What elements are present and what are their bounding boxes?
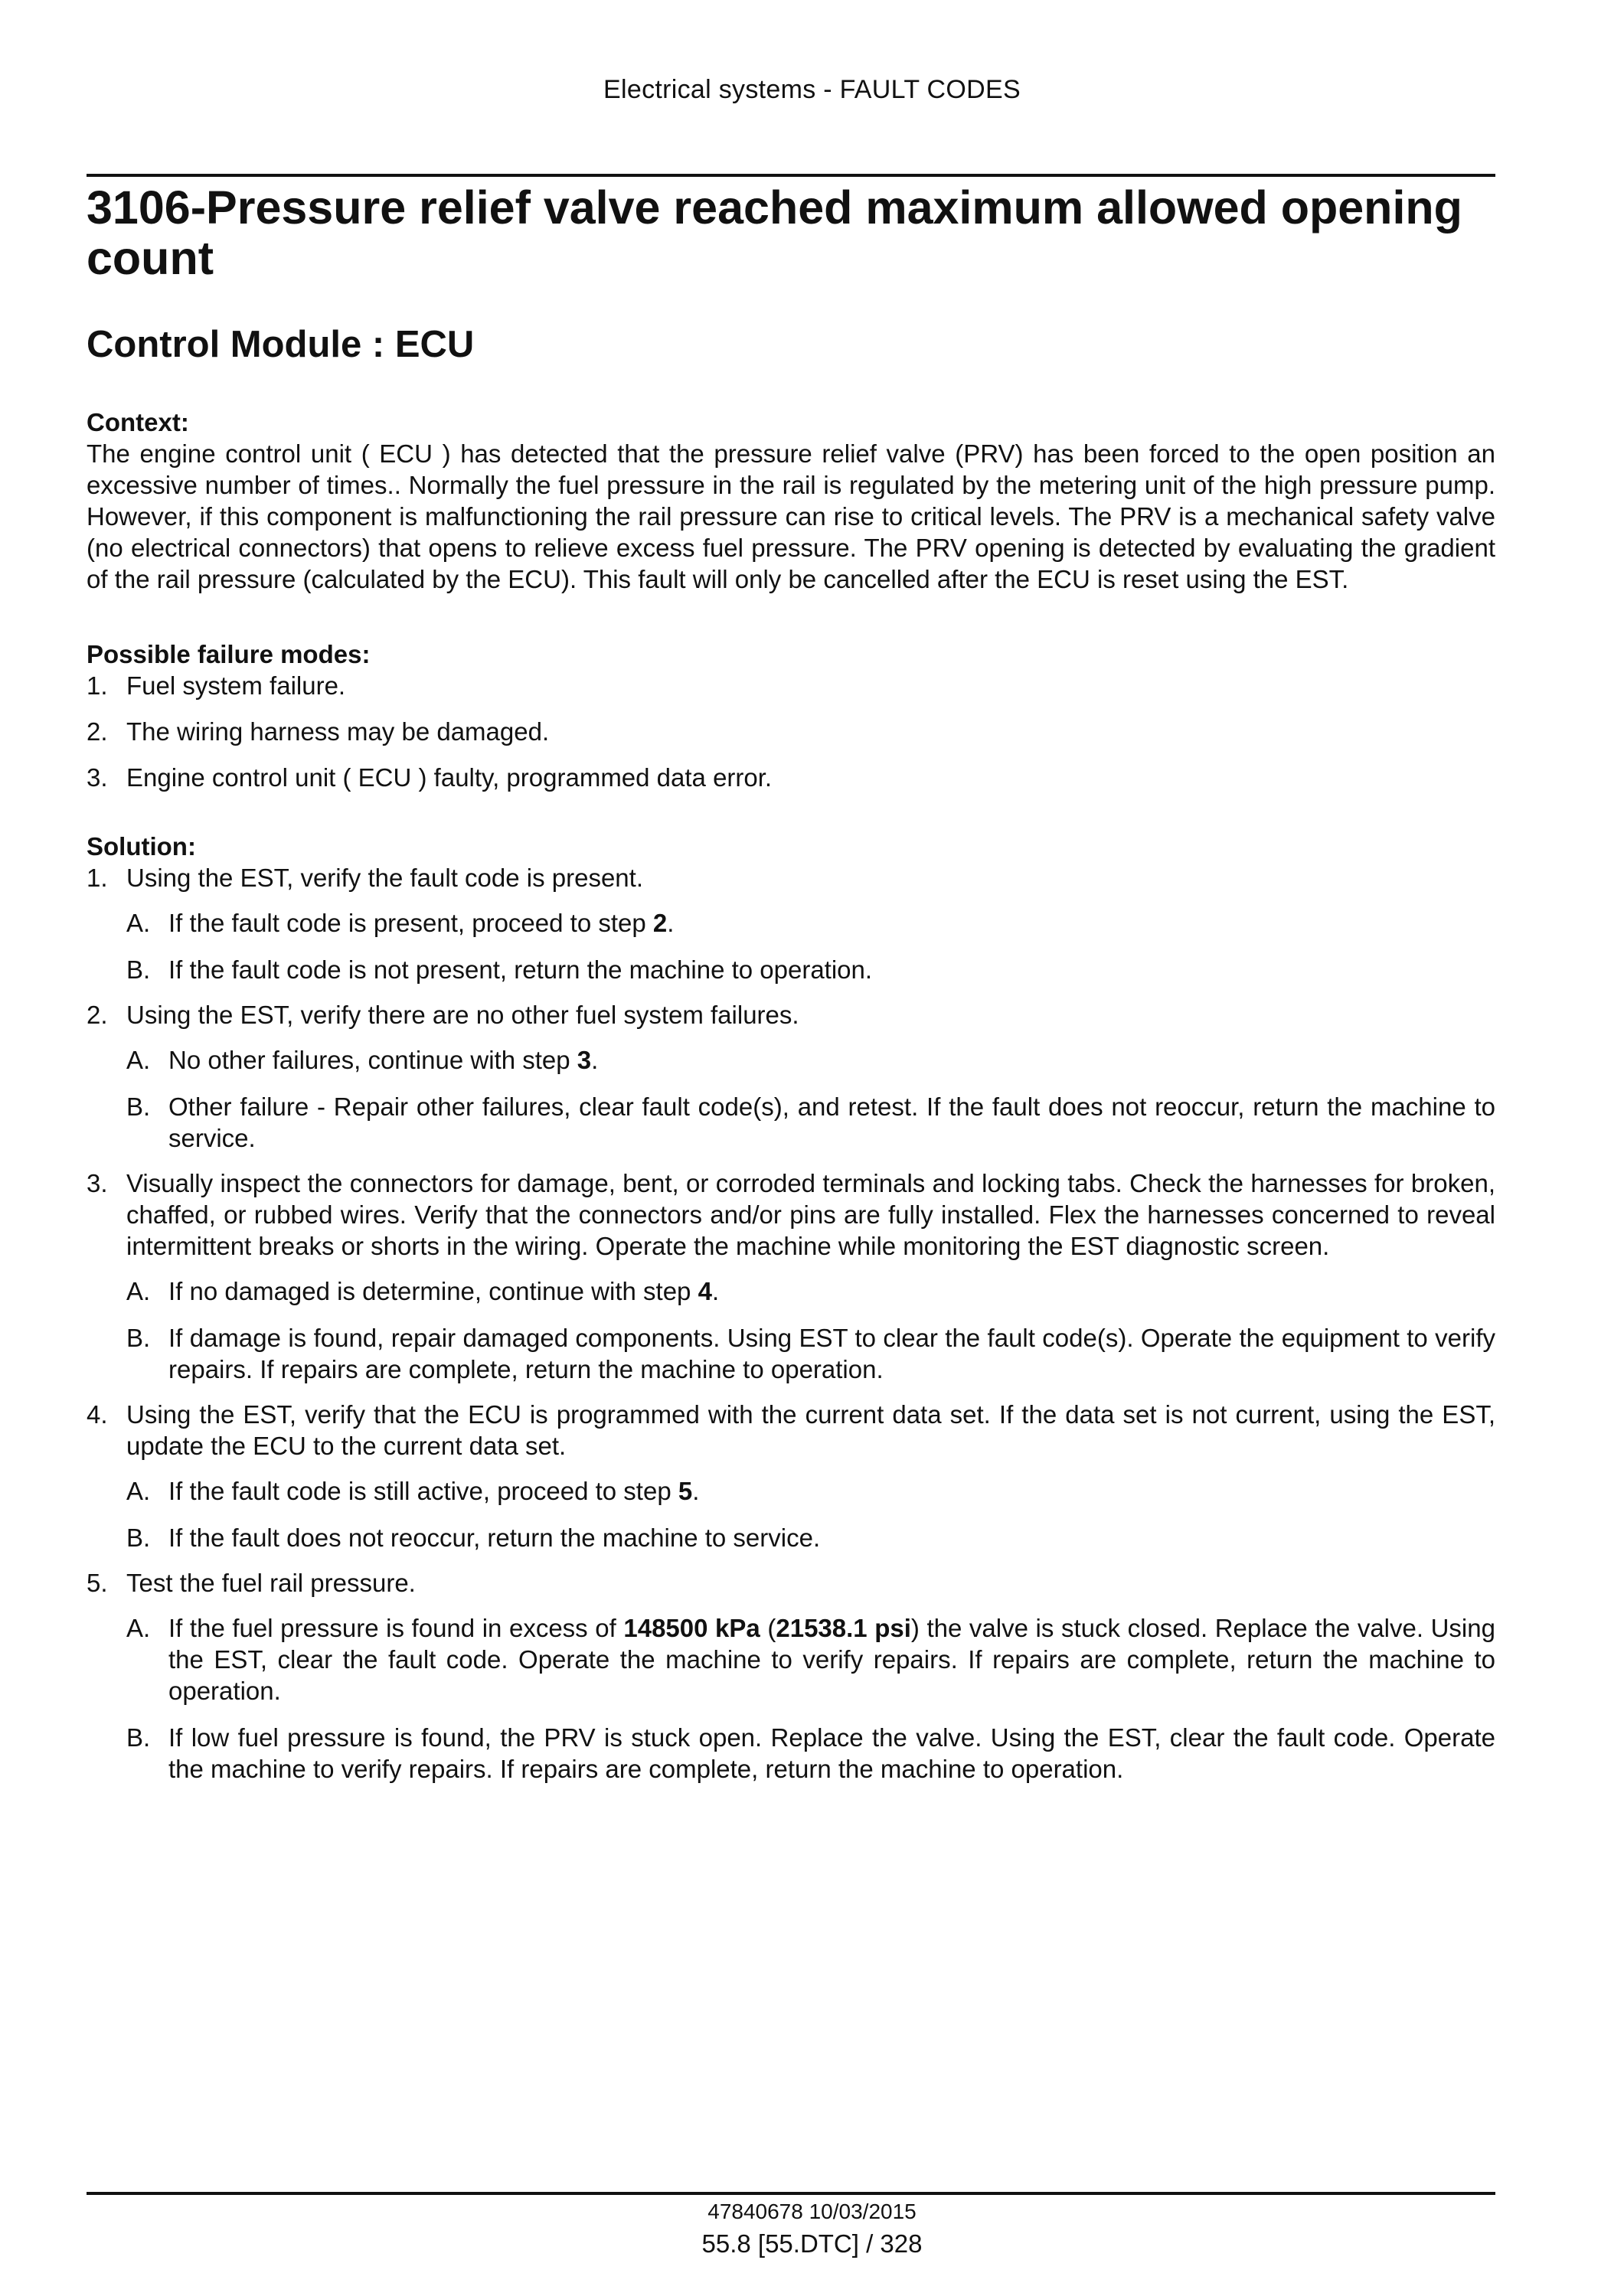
sub-step-letter: B. — [126, 1092, 151, 1121]
pressure-kpa-value: 148500 kPa — [623, 1614, 760, 1642]
sub-step-letter: A. — [126, 909, 151, 937]
sub-step-letter: B. — [126, 955, 151, 984]
failure-modes-label: Possible failure modes: — [87, 640, 371, 668]
step-reference: 4 — [698, 1277, 712, 1305]
list-item-text: The wiring harness may be damaged. — [126, 717, 550, 746]
sub-step-letter: B. — [126, 1324, 151, 1352]
sub-steps — [126, 1044, 1495, 1154]
list-item-text: Engine control unit ( ECU ) faulty, programmed data error. — [126, 763, 773, 792]
sub-step-text: If the fuel pressure is found in excess of — [168, 1614, 624, 1642]
step-reference: 2 — [652, 909, 668, 937]
failure-modes-list — [87, 670, 1495, 793]
step-number: 4. — [87, 1400, 108, 1429]
sub-step-text: If damage is found, repair damaged components. Using EST to clear the fault code(s). Operate the equipment to verify repairs. If repairs are complete, return the machine to operation. — [168, 1324, 1495, 1383]
solution-step — [87, 1399, 1495, 1553]
sub-step-letter: B. — [126, 1723, 151, 1752]
sub-step — [126, 1475, 1495, 1507]
sub-step-text: If the fault code is present, proceed to step — [168, 909, 653, 937]
step-text: Visually inspect the connectors for damage, bent, or corroded terminals and locking tabs. Check the harnesses for broken, chaffed, or rubbed wires. Verify that the connectors and/or pins are fully installed. Flex the harnesses concerned to reveal intermittent breaks or shorts in the wiring. Operate the machine while monitoring the EST diagnostic screen. — [126, 1169, 1495, 1260]
step-number: 3. — [87, 1169, 108, 1197]
main-content — [87, 175, 1495, 1798]
sub-step-text: Other failure - Repair other failures, clear fault code(s), and retest. If the fault does not reoccur, return the machine to service. — [168, 1092, 1495, 1152]
step-number: 5. — [87, 1569, 108, 1597]
list-item — [87, 762, 1495, 793]
step-reference: 5 — [678, 1477, 693, 1505]
footer-rule — [87, 2192, 1495, 2195]
sub-step — [126, 1612, 1495, 1706]
sub-step-letter: A. — [126, 1277, 151, 1305]
sub-steps — [126, 907, 1495, 985]
pressure-psi-value: 21538.1 psi — [776, 1614, 911, 1642]
sub-step-text: If the fault code is not present, return the machine to operation. — [168, 955, 873, 984]
solution-label: Solution: — [87, 832, 196, 861]
sub-step-text-end: . — [711, 1277, 720, 1305]
sub-steps — [126, 1612, 1495, 1785]
context-text: The engine control unit ( ECU ) has detected that the pressure relief valve (PRV) has been forced to the open position an excessive number of times.. Normally the fuel pressure in the rail is regulated by the metering unit of the high pressure pump. However, if this component is malfunctioning the rail pressure can rise to critical levels. The PRV is a mechanical safety valve (no electrical connectors) that opens to relieve excess fuel pressure. The PRV opening is detected by evaluating the gradient of the rail pressure (calculated by the ECU). This fault will only be cancelled after the ECU is reset using the EST. — [87, 439, 1495, 593]
sub-step — [126, 1275, 1495, 1307]
step-number: 1. — [87, 864, 108, 892]
sub-steps — [126, 1475, 1495, 1553]
solution-step — [87, 862, 1495, 985]
sub-steps — [126, 1275, 1495, 1385]
sub-step-text-end: ) the valve is stuck closed. Replace the valve. Using the EST, clear the fault code. Operate the machine to verify repairs. If repairs are complete, return the machine to operation. — [168, 1614, 1495, 1705]
sub-step — [126, 1722, 1495, 1785]
page-title: 3106-Pressure relief valve reached maximum allowed opening count — [87, 181, 1462, 284]
list-item-number: 3. — [87, 763, 108, 792]
sub-step — [126, 907, 1495, 939]
sub-step — [126, 1091, 1495, 1154]
sub-step-text-mid: ( — [760, 1614, 776, 1642]
list-item-text: Fuel system failure. — [126, 671, 346, 700]
list-item-number: 2. — [87, 717, 108, 746]
list-item — [87, 670, 1495, 701]
solution-step — [87, 1567, 1495, 1785]
sub-step — [126, 954, 1495, 985]
step-text: Using the EST, verify the fault code is present. — [126, 864, 644, 892]
sub-step-text: If the fault does not reoccur, return the machine to service. — [168, 1524, 821, 1552]
sub-step — [126, 1044, 1495, 1076]
step-text: Using the EST, verify that the ECU is programmed with the current data set. If the data set is not current, using the EST, update the ECU to the current data set. — [126, 1400, 1495, 1460]
page-number: 55.8 [55.DTC] / 328 — [701, 2229, 923, 2258]
solution-step — [87, 1168, 1495, 1385]
sub-step-letter: A. — [126, 1477, 151, 1505]
list-item — [87, 716, 1495, 747]
sub-step-letter: B. — [126, 1524, 151, 1552]
control-module-heading: Control Module : ECU — [87, 324, 475, 365]
sub-step-text: If the fault code is still active, proceed to step — [168, 1477, 678, 1505]
step-text: Test the fuel rail pressure. — [126, 1569, 416, 1597]
sub-step — [126, 1522, 1495, 1553]
sub-step — [126, 1322, 1495, 1385]
sub-step-text-end: . — [591, 1046, 599, 1074]
sub-step-text-end: . — [667, 909, 675, 937]
step-reference: 3 — [577, 1046, 592, 1074]
solution-steps — [87, 862, 1495, 1785]
sub-step-letter: A. — [126, 1046, 151, 1074]
list-item-number: 1. — [87, 671, 108, 700]
document-id: 47840678 10/03/2015 — [707, 2200, 917, 2223]
solution-step — [87, 999, 1495, 1154]
sub-step-text-end: . — [692, 1477, 700, 1505]
sub-step-text: No other failures, continue with step — [168, 1046, 577, 1074]
step-text: Using the EST, verify there are no other fuel system failures. — [126, 1001, 799, 1029]
step-number: 2. — [87, 1001, 108, 1029]
running-header: Electrical systems - FAULT CODES — [603, 75, 1021, 104]
sub-step-text: If low fuel pressure is found, the PRV is stuck open. Replace the valve. Using the EST, clear the fault code. Operate the machine to verify repairs. If repairs are complete, return the machine to operation. — [168, 1723, 1495, 1783]
sub-step-letter: A. — [126, 1614, 151, 1642]
sub-step-text: If no damaged is determine, continue with step — [168, 1277, 698, 1305]
context-label: Context: — [87, 408, 189, 436]
